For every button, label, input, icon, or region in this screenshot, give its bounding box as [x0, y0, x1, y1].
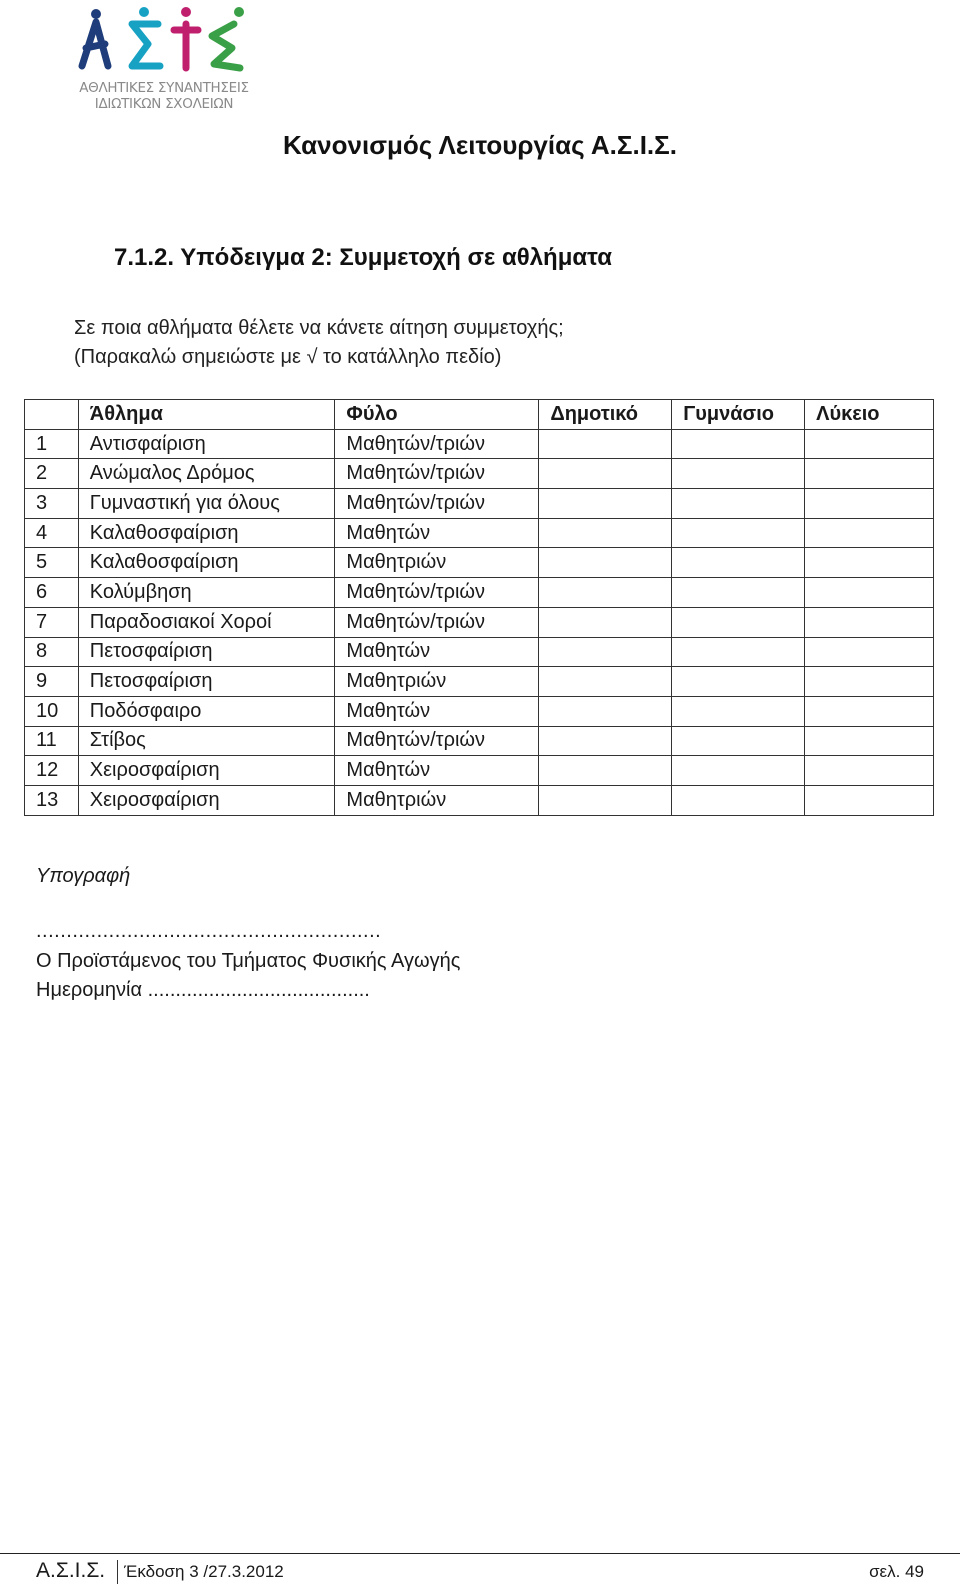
cell-number: 5 [25, 548, 79, 578]
cell-sport: Καλαθοσφαίριση [78, 548, 335, 578]
cell-sport: Γυμναστική για όλους [78, 489, 335, 519]
header-gymnasium: Γυμνάσιο [672, 400, 805, 430]
cell-number: 13 [25, 785, 79, 815]
cell-gender: Μαθητών [335, 518, 539, 548]
cell-lyceum-check[interactable] [805, 578, 934, 608]
footer-rule [0, 1553, 960, 1554]
cell-lyceum-check[interactable] [805, 607, 934, 637]
footer-org: Α.Σ.Ι.Σ. [36, 1559, 106, 1582]
signature-date: Ημερομηνία ........................................ [36, 979, 370, 1001]
intro-instruction: (Παρακαλώ σημειώστε με √ το κατάλληλο πεδίο) [74, 346, 502, 368]
cell-gender: Μαθητών/τριών [335, 459, 539, 489]
asis-logo-mark [74, 6, 254, 78]
cell-number: 3 [25, 489, 79, 519]
cell-gender: Μαθητών [335, 696, 539, 726]
cell-gender: Μαθητών/τριών [335, 607, 539, 637]
cell-number: 11 [25, 726, 79, 756]
table-row [25, 667, 934, 697]
cell-number: 1 [25, 429, 79, 459]
cell-sport: Καλαθοσφαίριση [78, 518, 335, 548]
cell-gender: Μαθητριών [335, 548, 539, 578]
cell-gymnasium-check[interactable] [672, 489, 805, 519]
cell-lyceum-check[interactable] [805, 696, 934, 726]
cell-gymnasium-check[interactable] [672, 518, 805, 548]
cell-sport: Κολύμβηση [78, 578, 335, 608]
cell-gymnasium-check[interactable] [672, 726, 805, 756]
table-row [25, 607, 934, 637]
table-header-row [25, 400, 934, 430]
cell-gender: Μαθητών [335, 756, 539, 786]
cell-number: 6 [25, 578, 79, 608]
header-number [25, 400, 79, 430]
cell-lyceum-check[interactable] [805, 756, 934, 786]
asis-logo [74, 6, 254, 114]
cell-primary-check[interactable] [539, 459, 672, 489]
cell-number: 10 [25, 696, 79, 726]
cell-gymnasium-check[interactable] [672, 696, 805, 726]
cell-sport: Στίβος [78, 726, 335, 756]
cell-number: 4 [25, 518, 79, 548]
signature-label: Υπογραφή [36, 865, 131, 887]
cell-primary-check[interactable] [539, 696, 672, 726]
table-row [25, 518, 934, 548]
cell-gender: Μαθητών/τριών [335, 578, 539, 608]
cell-gymnasium-check[interactable] [672, 607, 805, 637]
table-row [25, 548, 934, 578]
cell-sport: Πετοσφαίριση [78, 667, 335, 697]
cell-primary-check[interactable] [539, 429, 672, 459]
cell-sport: Ποδόσφαιρο [78, 696, 335, 726]
cell-number: 9 [25, 667, 79, 697]
cell-primary-check[interactable] [539, 489, 672, 519]
cell-number: 8 [25, 637, 79, 667]
cell-lyceum-check[interactable] [805, 548, 934, 578]
table-row [25, 578, 934, 608]
cell-primary-check[interactable] [539, 548, 672, 578]
cell-lyceum-check[interactable] [805, 667, 934, 697]
cell-primary-check[interactable] [539, 785, 672, 815]
cell-lyceum-check[interactable] [805, 726, 934, 756]
logo-line-2: ΙΔΙΩΤΙΚΩΝ ΣΧΟΛΕΙΩΝ [94, 96, 234, 112]
cell-lyceum-check[interactable] [805, 489, 934, 519]
header-gender: Φύλο [335, 400, 539, 430]
cell-gender: Μαθητών/τριών [335, 489, 539, 519]
cell-number: 7 [25, 607, 79, 637]
table-row [25, 637, 934, 667]
cell-number: 2 [25, 459, 79, 489]
cell-primary-check[interactable] [539, 726, 672, 756]
cell-gymnasium-check[interactable] [672, 459, 805, 489]
cell-primary-check[interactable] [539, 607, 672, 637]
cell-sport: Ανώμαλος Δρόμος [78, 459, 335, 489]
footer-edition: Έκδοση 3 /27.3.2012 [124, 1562, 284, 1581]
header-sport: Άθλημα [78, 400, 335, 430]
intro-text [74, 314, 564, 372]
table-body [25, 429, 934, 815]
cell-gymnasium-check[interactable] [672, 756, 805, 786]
document-title: Κανονισμός Λειτουργίας Α.Σ.Ι.Σ. [283, 130, 677, 160]
cell-gender: Μαθητών/τριών [335, 429, 539, 459]
signature-role: Ο Προϊστάμενος του Τμήματος Φυσικής Αγωγής [36, 950, 461, 972]
cell-primary-check[interactable] [539, 756, 672, 786]
signature-line: ......................................................... [36, 920, 382, 942]
cell-gymnasium-check[interactable] [672, 637, 805, 667]
cell-lyceum-check[interactable] [805, 429, 934, 459]
cell-gymnasium-check[interactable] [672, 578, 805, 608]
footer-separator [117, 1560, 118, 1584]
cell-gender: Μαθητών [335, 637, 539, 667]
cell-primary-check[interactable] [539, 637, 672, 667]
sports-table [24, 399, 934, 816]
cell-lyceum-check[interactable] [805, 637, 934, 667]
table-row [25, 459, 934, 489]
cell-sport: Παραδοσιακοί Χοροί [78, 607, 335, 637]
table-row [25, 726, 934, 756]
cell-gender: Μαθητών/τριών [335, 726, 539, 756]
cell-gymnasium-check[interactable] [672, 667, 805, 697]
cell-primary-check[interactable] [539, 518, 672, 548]
intro-question: Σε ποια αθλήματα θέλετε να κάνετε αίτηση συμμετοχής; [74, 317, 564, 339]
table-row [25, 785, 934, 815]
cell-gymnasium-check[interactable] [672, 785, 805, 815]
cell-number: 12 [25, 756, 79, 786]
cell-sport: Χειροσφαίριση [78, 756, 335, 786]
cell-gymnasium-check[interactable] [672, 429, 805, 459]
cell-primary-check[interactable] [539, 667, 672, 697]
cell-lyceum-check[interactable] [805, 459, 934, 489]
cell-lyceum-check[interactable] [805, 518, 934, 548]
cell-primary-check[interactable] [539, 578, 672, 608]
table-row [25, 756, 934, 786]
cell-gender: Μαθητριών [335, 667, 539, 697]
section-heading: 7.1.2. Υπόδειγμα 2: Συμμετοχή σε αθλήματα [114, 244, 612, 271]
table-row [25, 696, 934, 726]
cell-sport: Αντισφαίριση [78, 429, 335, 459]
cell-sport: Πετοσφαίριση [78, 637, 335, 667]
header-primary: Δημοτικό [539, 400, 672, 430]
table-row [25, 489, 934, 519]
cell-gender: Μαθητριών [335, 785, 539, 815]
cell-lyceum-check[interactable] [805, 785, 934, 815]
logo-line-1: ΑΘΛΗΤΙΚΕΣ ΣΥΝΑΝΤΗΣΕΙΣ [79, 80, 249, 96]
table-row [25, 429, 934, 459]
header-lyceum: Λύκειο [805, 400, 934, 430]
cell-sport: Χειροσφαίριση [78, 785, 335, 815]
cell-gymnasium-check[interactable] [672, 548, 805, 578]
footer-page-number: σελ. 49 [869, 1562, 924, 1581]
